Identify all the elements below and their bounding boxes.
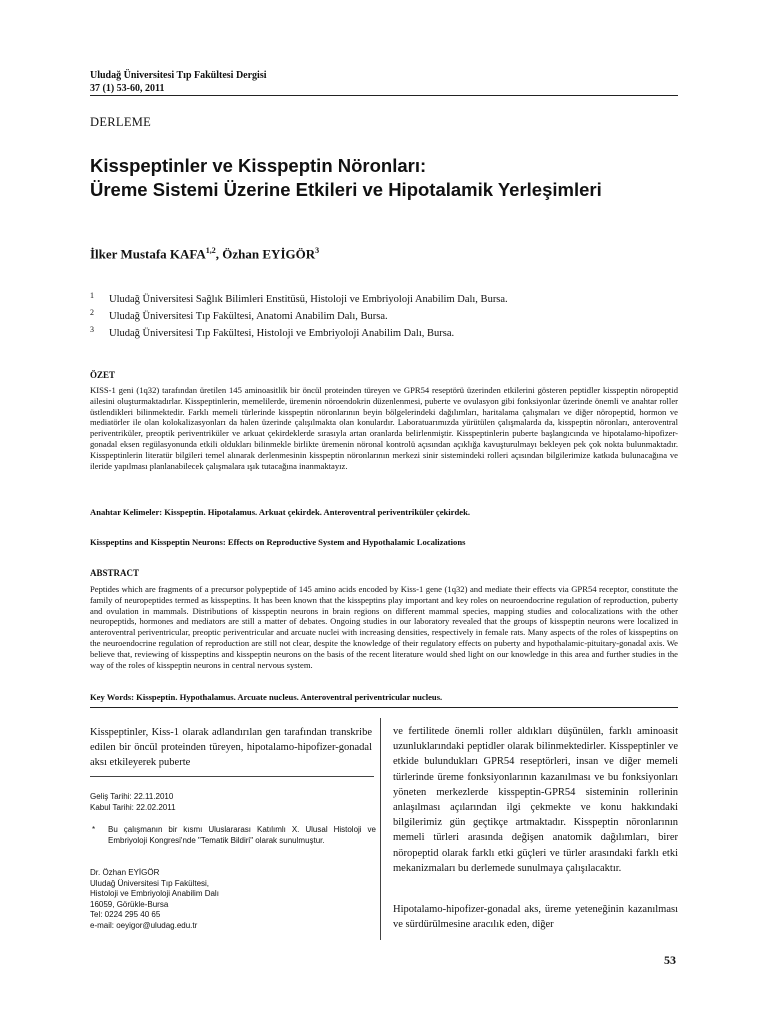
right-column-para-2: Hipotalamo-hipofizer-gonadal aks, üreme yeteneğinin kazanılması ve sürdürülmesine aracılık eden, diğer [393,904,678,931]
contact-line: Tel: 0224 295 40 65 [90,910,161,919]
ozet-keywords: Anahtar Kelimeler: Kisspeptin. Hipotalamus. Arkuat çekirdek. Anteroventral periventriküler çekirdek. [90,507,471,517]
page-number: 53 [664,953,676,967]
article-title [90,154,690,202]
affiliation-text: Uludağ Üniversitesi Sağlık Bilimleri Enstitüsü, Histoloji ve Embriyoloji Anabilim Dalı, Bursa. [109,294,508,305]
dates [90,792,176,813]
author-2-name: Özhan EYİGÖR [222,246,316,262]
column-divider [380,718,381,940]
journal-name: Uludağ Üniversitesi Tıp Fakültesi Dergisi [90,70,267,81]
journal-issue: 37 (1) 53-60, 2011 [90,83,165,94]
title-line-2: Üreme Sistemi Üzerine Etkileri ve Hipotalamik Yerleşimleri [90,179,602,200]
author-separator: , [215,246,223,262]
abstract-rule [90,707,678,708]
footnote-text: Bu çalışmanın bir kısmı Uluslararası Katılımlı X. Ulusal Histoloji ve Embriyoloji Kongresi'nde "Tematik Bildiri" olarak sunulmuştur. [108,825,376,845]
abstract-heading: ABSTRACT [90,568,140,578]
author-1-affil: 1,2 [205,246,216,255]
affiliation-1 [90,291,690,311]
affiliation-2 [90,308,690,328]
affiliations [90,291,690,345]
title-line-1: Kisspeptinler ve Kisspeptin Nöronları: [90,155,427,176]
author-2-affil: 3 [315,246,320,255]
contact-line: Histoloji ve Embriyoloji Anabilim Dalı [90,889,219,898]
affiliation-3 [90,325,690,345]
section-label: DERLEME [90,115,152,129]
header-rule [90,95,678,96]
footnote-mark: * [92,825,96,834]
affiliation-text: Uludağ Üniversitesi Tıp Fakültesi, Anatomi Anabilim Dalı, Bursa. [109,311,388,322]
ozet-body: KISS-1 geni (1q32) tarafından üretilen 145 aminoasitlik bir öncül proteinden türeyen ve GPR54 reseptörü üzerinden etkilerini gösteren peptidler kisspeptin nöropeptid ailesini oluşturmaktadırlar. Kisspeptinlerin, memelilerde, üremenin nöroendokrin düzenlenmesi, puberte ve ovulasyon gibi fonksiyonlar üzerinde önemli ve anahtar roller üstlendikleri bilinmektedir. Farklı memeli türlerinde kisspeptin nöronlarının beyin bölgelerindeki dağılımları, haritalama çalışmaları ve diğer nöropeptid, hormon ve mediatörler ile olan kolokalizasyonları da halen üzerinde çalışılmakta olan konulardır. Laboratuarımızda yürütülen çalışmalarda da, kisspeptin nöronları, anteroventral periventriküler, preoptik periventriküler ve arkuat çekirdeklerde sırasıyla artan oranlarda belirlenmiştir. Kisspeptinlerin puberte başlangıcında ve hipotalamo-hipofizer-gonadal eksen regülasyonunda etkili oldukları bilinmekle birlikte üremenin nöronal kontrolü açısından açıklığa kavuşturulmayı bekleyen pek çok nokta bulunmaktadır. Kisspeptinlerin literatür bilgileri temel alınarak derlenmesinin kisspeptin nöronlarının merkezi sinir sistemindeki rolleri açısından bilgilerimize katkıda bulunacağına ve ileride yapılması planlanabilecek çalışmalara ışık tutacağına inanmaktayız. [90,385,678,471]
affiliation-number: 3 [90,325,94,334]
contact-line: Uludağ Üniversitesi Tıp Fakültesi, [90,878,210,888]
footnote-rule [90,776,374,777]
author-1-name: İlker Mustafa KAFA [90,246,206,262]
abstract-body: Peptides which are fragments of a precursor polypeptide of 145 amino acids encoded by Kiss-1 gene (1q32) and mediate their effects via GPR54 receptor, constitute the family of neuropeptides termed as kisspeptins. It has been known that the kisspeptins play important and key roles on neuroendocrine regulation of reproduction, puberty and ovulation in mammals. Distributions of kisspeptin neurons in brain regions on different mammal species, mapping studies and colocalizations with the other neuropeptids, hormones and mediators are still a matter of debates. Ongoing studies in our laboratory revealed that the groups of kisspeptin neurons were localized in anteroventral periventricular, preoptic periventricular and arcuate nuclei with increasing densities, respectively in female rats. Many aspects of the roles of kisspeptins on the neuroendocrine regulation of reproduction are still not clear, despite the knowledge of their regulatory effects on puberty and hypothalamic-pituitary-gonadal axis. We believe that, reviewing of kisspeptins and kisspeptin neurons on the basis of the recent literature would shed light on our knowledge in this area and further studies in the way of the roles of kisspeptin neurons in central nervous system. [90,584,678,670]
journal-header [90,69,267,95]
affiliation-number: 1 [90,291,94,300]
contact-line: Dr. Özhan EYİGÖR [90,868,160,877]
abstract-keywords: Key Words: Kisspeptin. Hypothalamus. Arcuate nucleus. Anteroventral periventricular nucleus. [90,692,443,702]
received-date: Geliş Tarihi: 22.11.2010 [90,792,174,801]
affiliation-number: 2 [90,308,94,317]
english-title: Kisspeptins and Kisspeptin Neurons: Effects on Reproductive System and Hypothalamic Localizations [90,537,466,547]
ozet-heading: ÖZET [90,370,116,380]
right-column-para-1: ve fertilitede önemli roller aldıkları düşünülen, farklı aminoasit uzunluklarındaki peptidler olarak bilinmektedirler. Kisspeptinler ve etkide bulundukları GPR54 reseptörleri, insan ve diğer memeli türlerinde üreme fonksiyonlarının kazanılması ve bu fonksiyonları yöneten merkezlerde kisspeptin-GPR54 sisteminin rollerinin anlaşılması açılarından ilgi çekmekte ve konu hakkındaki bilgilerimiz gün geçtikçe artmaktadır. Kisspeptin nöronlarının memeli türleri arasında değişen anatomik dağılımları, birer nöropeptid olarak farklı etki güçleri ve türler arasındaki farklı etki mekanizmaları bu derlemede sunulmaya çalışılacaktır. [393,726,678,874]
affiliation-text: Uludağ Üniversitesi Tıp Fakültesi, Histoloji ve Embriyoloji Anabilim Dalı, Bursa. [109,328,455,339]
contact-info [90,868,219,931]
accepted-date: Kabul Tarihi: 22.02.2011 [90,802,176,812]
contact-line: 16059, Görükle-Bursa [90,899,169,909]
contact-email: e-mail: oeyigor@uludag.edu.tr [90,920,198,930]
left-column-text: Kisspeptinler, Kiss-1 olarak adlandırılan gen tarafından transkribe edilen bir öncül proteinden türeyen, hipotalamo-hipofizer-gonadal aksı etkileyerek puberte [90,727,372,769]
author-list [90,246,319,262]
